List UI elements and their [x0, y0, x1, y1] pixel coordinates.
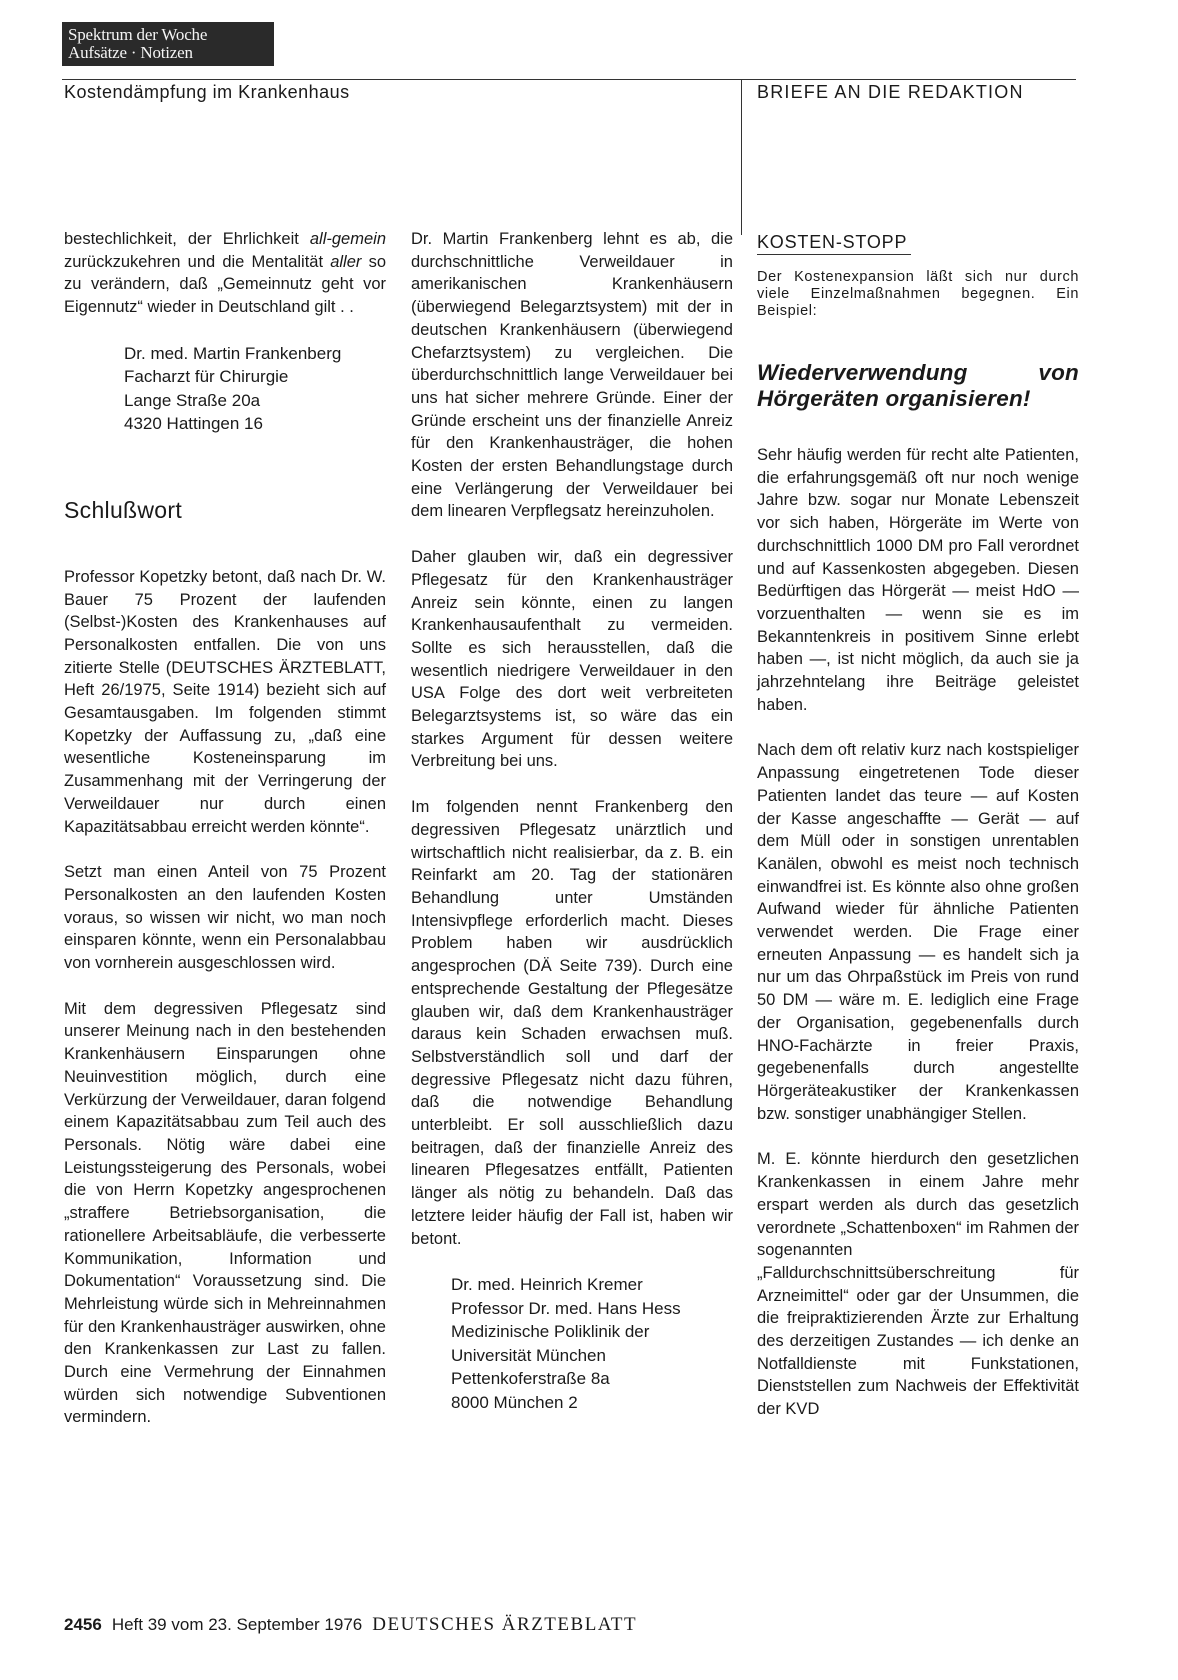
- letter-ending-paragraph: bestechlichkeit, der Ehrlichkeit all-gemein zurückzukehren und die Mentalität aller so zu verändern, daß „Gemeinnutz geht vor Eigennutz“ wieder in Deutschland gilt . .: [64, 230, 386, 317]
- article-headline: Wiederverwendung von Hörgeräten organisieren!: [757, 360, 1079, 411]
- body-paragraph: Im folgenden nennt Frankenberg den degressiven Pflegesatz unärztlich und wirtschaftlich nicht realisierbar, da z. B. ein Reinfarkt am 20. Tag der stationären Behandlung unter Umständen Intensivpflege erforderlich macht. Dieses Problem haben wir ausdrücklich angesprochen (DÄ Seite 739). Durch eine entsprechende Gestaltung der Pflegesätze glauben wir, daß dem Krankenhausträger daraus kein Schaden erwachsen muß. Selbstverständlich soll und darf der degressive Pflegesatz nicht dazu führen, daß die notwendige Behandlung unterbleibt. Er soll ausschließlich dazu beitragen, daß der finanzielle Anreiz des linearen Pflegesatzes entfällt, Patienten länger als nötig zu behandeln. Daß das letztere leider häufig der Fall ist, haben wir betont.: [411, 798, 733, 1248]
- header-divider: [741, 80, 742, 235]
- body-paragraph: Sehr häufig werden für recht alte Patienten, die erfahrungsgemäß oft nur noch wenige Jahre bzw. sogar nur Monate Lebenszeit vor sich haben, Hörgeräte im Werte von durchschnittlich 1000 DM pro Fall verordnet und auf Kassenkosten abgegeben. Diesen Bedürftigen das Hörgerät — meist HdO — vorzuenthalten — wenn sie es im Bekanntenkreis in positivem Sinne erlebt haben —, ist nicht möglich, da auch sie ja jahrzehntelang ihre Beiträge geleistet haben.: [757, 446, 1079, 714]
- section-title-left: Kostendämpfung im Krankenhaus: [64, 82, 350, 102]
- body-paragraph: Dr. Martin Frankenberg lehnt es ab, die durchschnittliche Verweildauer in amerikanischen Krankenhäusern (überwiegend Belegarztsystem) mit der in deutschen Krankenhäusern (überwiegend Chefarztsystem) zu vergleichen. Die überdurchschnittlich lange Verweildauer bei uns hat sicher mehrere Gründe. Einer der Gründe erscheint uns der finanzielle Anreiz für den Krankenhausträger, die hohen Kosten der ersten Behandlungstage durch eine Verlängerung der Verweildauer bei dem linearen Verpflegsatz hereinzuholen.: [411, 230, 733, 521]
- kicker-kosten-stopp: KOSTEN-STOPP: [757, 230, 911, 255]
- body-paragraph: Daher glauben wir, daß ein degressiver Pflegesatz für den Krankenhausträger Anreiz sein könnte, einen zu langen Krankenhausaufenthalt zu vermeiden. Sollte es sich herausstellen, daß die wesentlich niedrigere Verweildauer in den USA Folge des dort weit verbreiteten Belegarztsystems ist, so wäre das ein starkes Argument für dessen weitere Verbreitung bei uns.: [411, 548, 733, 771]
- signature-frankenberg: Dr. med. Martin Frankenberg Facharzt für Chirurgie Lange Straße 20a 4320 Hattingen 16: [124, 343, 342, 434]
- header-rule: [62, 79, 1076, 80]
- body-paragraph: M. E. könnte hierdurch den gesetzlichen Krankenkassen in einem Jahre mehr erspart werden als durch das gesetzlich verordnete „Schattenboxen“ im Rahmen der sogenannten „Falldurchschnittsüberschreitung für Arzneimittel“ oder gar der Unsummen, die die freipraktizierenden Ärzte zur Erhaltung des derzeitigen Zustandes — ich denke an Notfalldienste mit Funkstationen, Dienststellen zum Nachweis der Effektivität der KVD: [757, 1150, 1079, 1419]
- publication-name: DEUTSCHES ÄRZTEBLATT: [372, 1614, 638, 1635]
- column-3: [757, 228, 1079, 1421]
- page-footer: [64, 1614, 637, 1636]
- column-1: [64, 228, 386, 1429]
- body-paragraph: Setzt man einen Anteil von 75 Prozent Personalkosten an den laufenden Kosten voraus, so wissen wir nicht, wo man noch einsparen könnte, wenn ein Personalabbau von vornherein ausgeschlossen wird.: [64, 863, 386, 973]
- intro-text: Der Kostenexpansion läßt sich nur durch viele Einzelmaßnahmen begegnen. Ein Beispiel:: [757, 269, 1079, 319]
- issue-info: Heft 39 vom 23. September 1976: [111, 1615, 363, 1634]
- page-number: 2456: [64, 1615, 102, 1634]
- section-title-right: BRIEFE AN DIE REDAKTION: [757, 82, 1024, 102]
- rubric-line-2: Aufsätze · Notizen: [68, 43, 193, 62]
- signature-kremer-hess: Dr. med. Heinrich Kremer Professor Dr. med. Hans Hess Medizinische Poliklinik der Universität München Pettenkoferstraße 8a 8000 München 2: [451, 1275, 681, 1412]
- body-paragraph: Professor Kopetzky betont, daß nach Dr. W. Bauer 75 Prozent der laufenden (Selbst-)Kosten des Krankenhauses auf Personalkosten entfallen. Die von uns zitierte Stelle (DEUTSCHES ÄRZTEBLATT, Heft 26/1975, Seite 1914) bezieht sich auf Gesamtausgaben. Im folgenden stimmt Kopetzky der Auffassung zu, „daß eine wesentliche Kosteneinsparung im Zusammenhang mit der Verringerung der Verweildauer nur durch einen Kapazitätsabbau erreicht werden könnte“.: [64, 567, 386, 836]
- body-paragraph: Mit dem degressiven Pflegesatz sind unserer Meinung nach in den bestehenden Krankenhäusern Einsparungen ohne Neuinvestition möglich, durch eine Verkürzung der Verweildauer, daran folgend einem Kapazitätsabbau zum Teil auch des Personals. Nötig wäre dabei eine Leistungssteigerung des Personals, wobei die von Herrn Kopetzky angesprochenen „straffere Betriebsorganisation, die rationellere Arbeitsabläufe, die verbesserte Kommunikation, Information und Dokumentation“ Voraussetzung sind. Die Mehrleistung würde sich in Mehreinnahmen für den Krankenhausträger auswirken, ohne den Krankenkassen zur Last zu fallen. Durch eine Vermehrung der Einnahmen würden sich notwendige Subventionen vermindern.: [64, 999, 386, 1427]
- rubric-label: [62, 22, 274, 66]
- section-heading-schlusswort: Schlußwort: [64, 496, 183, 523]
- body-paragraph: Nach dem oft relativ kurz nach kostspieliger Anpassung eingetretenen Tode dieser Patienten landet das teure — auf Kosten der Kasse angeschaffte — Gerät — auf dem Müll oder in sonstigen unrentablen Kanälen, obwohl es meist noch technisch einwandfrei ist. Es könnte also ohne großen Aufwand wieder für ähnliche Patienten verwendet werden. Die Frage einer erneuten Anpassung — es handelt sich ja nur um das Ohrpaßstück im Preis von rund 50 DM — wäre m. E. lediglich eine Frage der Organisation, gegebenenfalls durch HNO-Fachärzte in freier Praxis, gegebenenfalls durch angestellte Hörgeräteakustiker der Krankenkassen bzw. sonstiger unabhängiger Stellen.: [757, 741, 1079, 1123]
- rubric-line-1: Spektrum der Woche: [68, 25, 208, 44]
- column-2: [411, 228, 733, 1414]
